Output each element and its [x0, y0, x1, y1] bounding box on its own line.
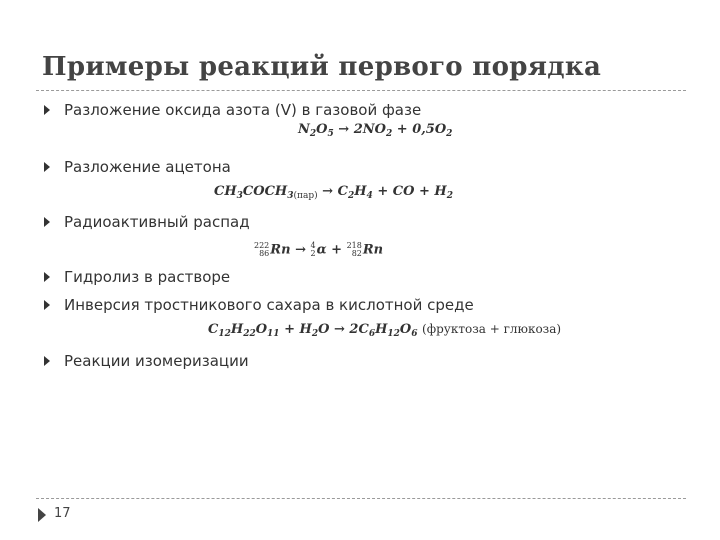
footer-divider — [36, 498, 686, 499]
formula-sucrose-inversion: $C_{12}H_{22}O_{11} + H_2O \to 2C_6H_{12}O_6$ (фруктоза + глюкоза) — [208, 322, 562, 339]
slide-title: Примеры реакций первого порядка — [42, 52, 602, 82]
list-item-label: Реакции изомеризации — [64, 352, 249, 370]
list-item — [44, 101, 421, 119]
list-item — [44, 213, 250, 231]
bullet-arrow-icon — [44, 217, 50, 227]
list-item — [44, 352, 249, 370]
list-item-label: Разложение оксида азота (V) в газовой фазе — [64, 101, 422, 119]
formula-n2o5: $N_2O_5 \to 2NO_2 + 0,5O_2$ — [298, 122, 453, 139]
list-item — [44, 268, 230, 286]
formula-acetone: $CH_3COCH_{3(пар)} \to C_2H_4$ + CO + $H_2$ — [214, 184, 453, 201]
list-item — [44, 158, 231, 176]
list-item-label: Радиоактивный распад — [64, 213, 250, 231]
bullet-arrow-icon — [44, 105, 50, 115]
bullet-arrow-icon — [44, 162, 50, 172]
list-item-label: Инверсия тростникового сахара в кислотной среде — [64, 296, 474, 314]
list-item — [44, 296, 474, 314]
list-item-label: Гидролиз в растворе — [64, 268, 231, 286]
footer-arrow-icon — [38, 508, 46, 522]
formula-radon-decay: 222 86 Rn → 4 2 α + 218 82 Rn — [254, 241, 384, 258]
bullet-arrow-icon — [44, 272, 50, 282]
title-divider — [36, 90, 686, 91]
list-item-label: Разложение ацетона — [64, 158, 231, 176]
bullet-arrow-icon — [44, 300, 50, 310]
bullet-arrow-icon — [44, 356, 50, 366]
page-number: 17 — [54, 506, 71, 521]
